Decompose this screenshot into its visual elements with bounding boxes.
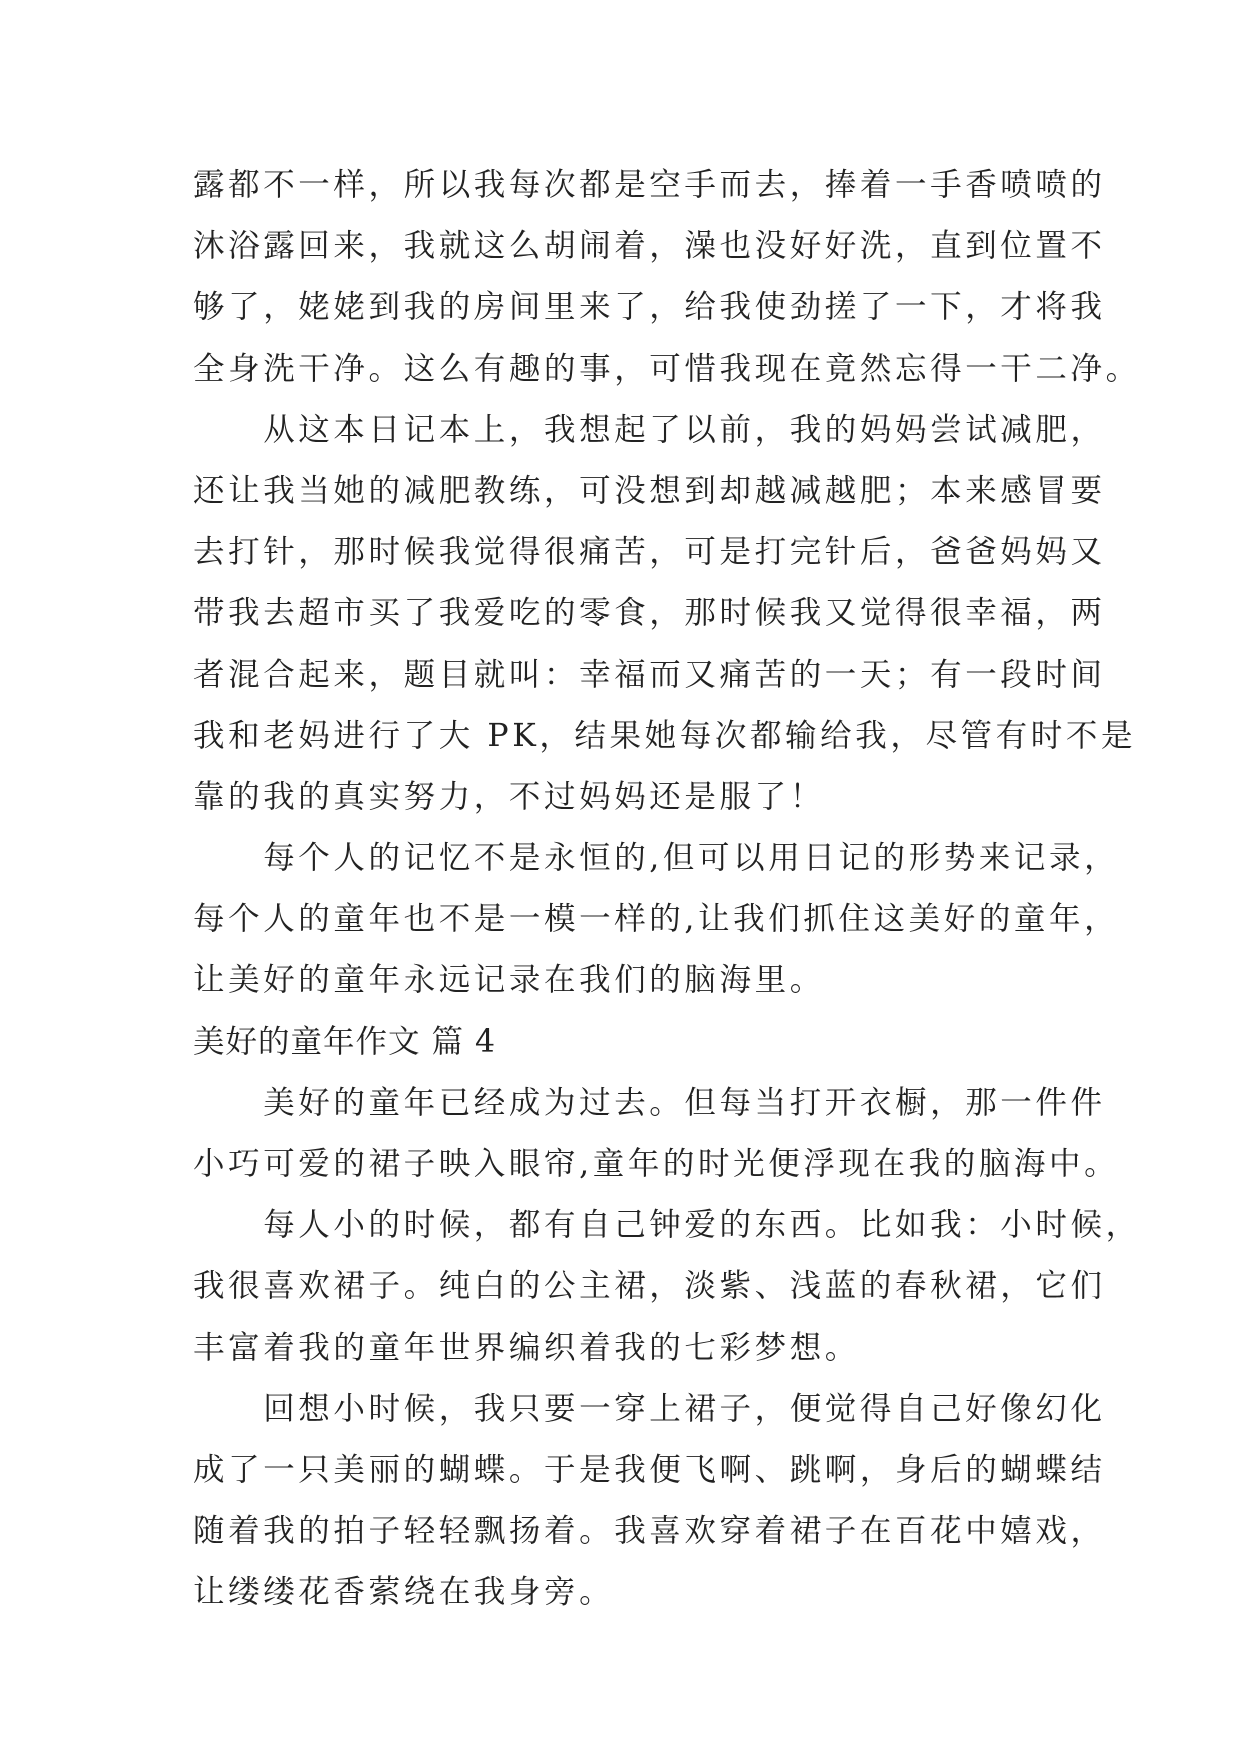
text-line: 全身洗干净。这么有趣的事，可惜我现在竟然忘得一干二净。 bbox=[193, 350, 1141, 387]
text-line: 我和老妈进行了大 PK，结果她每次都输给我，尽管有时不是 bbox=[193, 717, 1137, 754]
text-line: 成了一只美丽的蝴蝶。于是我便飞啊、跳啊，身后的蝴蝶结 bbox=[193, 1451, 1106, 1488]
text-line: 者混合起来，题目就叫：幸福而又痛苦的一天；有一段时间 bbox=[193, 656, 1106, 693]
text-line: 带我去超市买了我爱吃的零食，那时候我又觉得很幸福，两 bbox=[193, 595, 1106, 632]
text-line: 够了，姥姥到我的房间里来了，给我使劲搓了一下，才将我 bbox=[193, 289, 1106, 326]
text-line: 我很喜欢裙子。纯白的公主裙，淡紫、浅蓝的春秋裙，它们 bbox=[193, 1268, 1106, 1305]
text-line: 沐浴露回来，我就这么胡闹着，澡也没好好洗，直到位置不 bbox=[193, 228, 1106, 265]
text-line: 回想小时候，我只要一穿上裙子，便觉得自己好像幻化 bbox=[193, 1390, 1106, 1427]
text-line: 随着我的拍子轻轻飘扬着。我喜欢穿着裙子在百花中嬉戏， bbox=[193, 1513, 1106, 1550]
section-heading: 美好的童年作文 篇 4 bbox=[193, 1023, 497, 1060]
text-line: 小巧可爱的裙子映入眼帘,童年的时光便浮现在我的脑海中。 bbox=[193, 1146, 1120, 1182]
text-line: 让美好的童年永远记录在我们的脑海里。 bbox=[193, 962, 825, 999]
text-line: 去打针，那时候我觉得很痛苦，可是打完针后，爸爸妈妈又 bbox=[193, 534, 1106, 571]
text-line: 美好的童年已经成为过去。但每当打开衣橱，那一件件 bbox=[193, 1084, 1106, 1121]
text-line: 每个人的童年也不是一模一样的,让我们抓住这美好的童年， bbox=[193, 901, 1120, 938]
text-line: 让缕缕花香萦绕在我身旁。 bbox=[193, 1574, 615, 1611]
text-line: 露都不一样，所以我每次都是空手而去，捧着一手香喷喷的 bbox=[193, 167, 1106, 203]
text-line: 每个人的记忆不是永恒的,但可以用日记的形势来记录， bbox=[193, 840, 1120, 877]
text-line: 靠的我的真实努力，不过妈妈还是服了！ bbox=[193, 778, 825, 815]
text-line: 从这本日记本上，我想起了以前，我的妈妈尝试减肥， bbox=[193, 411, 1106, 448]
document-body bbox=[193, 155, 1141, 1624]
text-line: 还让我当她的减肥教练，可没想到却越减越肥；本来感冒要 bbox=[193, 472, 1106, 509]
text-line: 丰富着我的童年世界编织着我的七彩梦想。 bbox=[193, 1329, 860, 1366]
text-line: 每人小的时候，都有自己钟爱的东西。比如我：小时候， bbox=[193, 1207, 1141, 1244]
